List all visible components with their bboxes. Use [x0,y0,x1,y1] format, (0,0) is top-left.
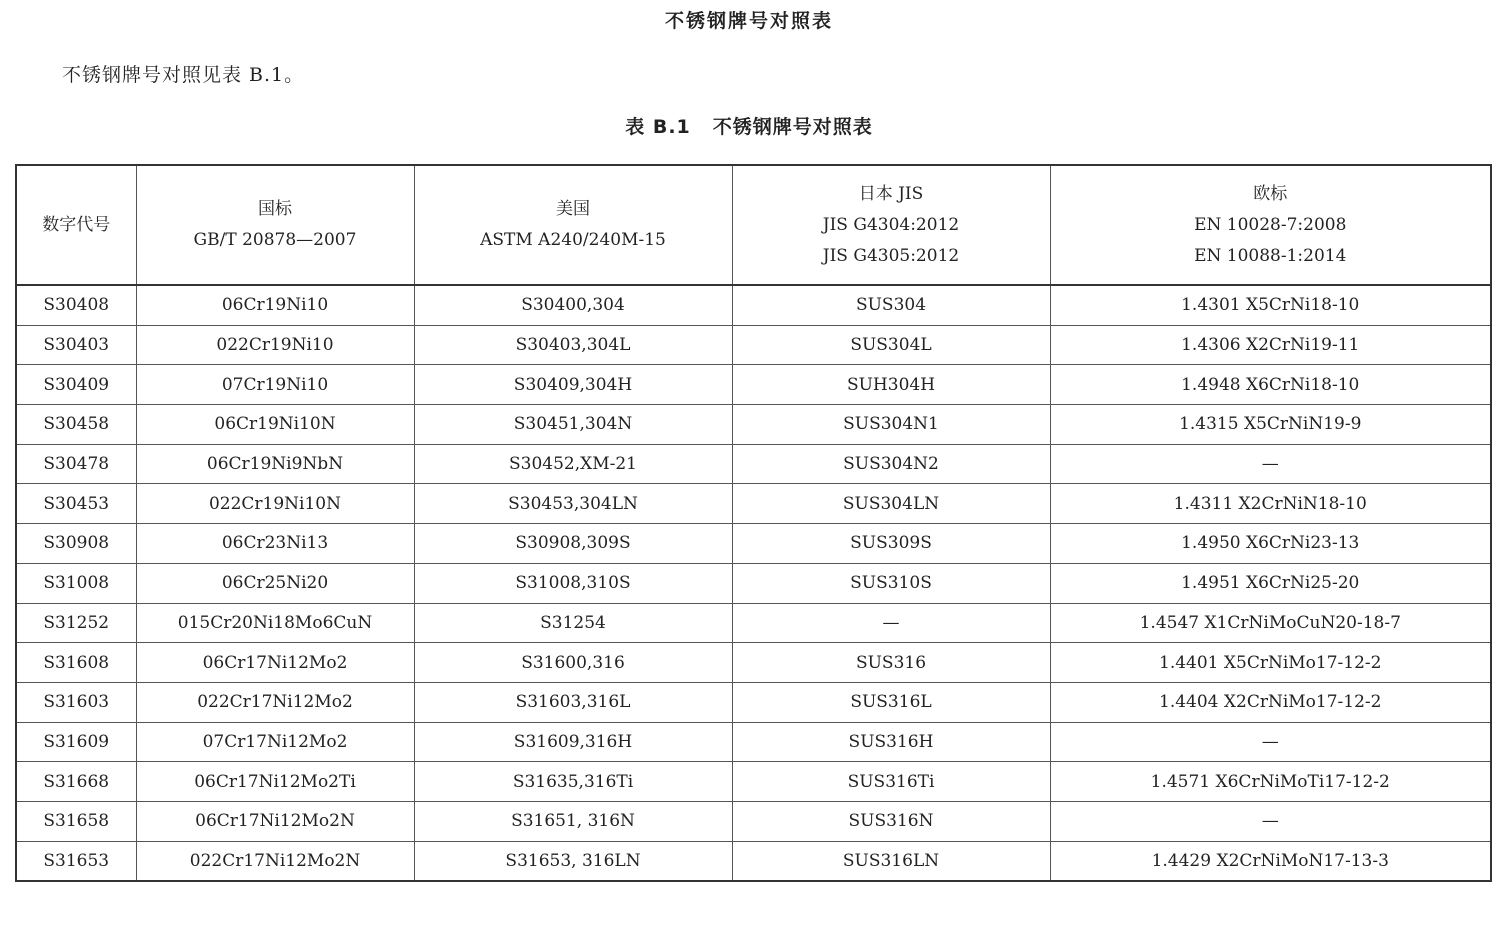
cell-en-grade: 1.4311 X2CrNiN18-10 [1050,484,1491,524]
table-row [16,444,1491,484]
cell-gb-grade: 06Cr19Ni10N [136,405,414,445]
cell-astm-grade: S31609,316H [414,722,732,762]
cell-astm-grade: S31008,310S [414,563,732,603]
cell-astm-grade: S30452,XM-21 [414,444,732,484]
cell-gb-grade: 06Cr25Ni20 [136,563,414,603]
cell-astm-grade: S31600,316 [414,643,732,683]
cell-en-grade: — [1050,722,1491,762]
cell-en-grade: — [1050,444,1491,484]
cell-jis-grade: SUS309S [732,524,1050,564]
cell-astm-grade: S31603,316L [414,682,732,722]
cell-gb-grade: 07Cr17Ni12Mo2 [136,722,414,762]
cell-gb-grade: 022Cr19Ni10N [136,484,414,524]
cell-astm-grade: S31635,316Ti [414,762,732,802]
header-digital-code: 数字代号 [16,165,136,285]
cell-en-grade: 1.4306 X2CrNi19-11 [1050,325,1491,365]
cell-gb-grade: 06Cr17Ni12Mo2 [136,643,414,683]
cell-jis-grade: — [732,603,1050,643]
cell-jis-grade: SUS304N2 [732,444,1050,484]
cell-jis-grade: SUS304 [732,285,1050,325]
cell-astm-grade: S31653, 316LN [414,841,732,881]
cell-jis-grade: SUS310S [732,563,1050,603]
table-row [16,285,1491,325]
cell-jis-grade: SUS316LN [732,841,1050,881]
cell-astm-grade: S30908,309S [414,524,732,564]
cell-jis-grade: SUS304LN [732,484,1050,524]
cell-en-grade: 1.4950 X6CrNi23-13 [1050,524,1491,564]
cell-digital-code: S30403 [16,325,136,365]
cell-gb-grade: 022Cr19Ni10 [136,325,414,365]
cell-digital-code: S31608 [16,643,136,683]
table-caption-number: 表 B.1 [625,116,691,138]
cell-digital-code: S30908 [16,524,136,564]
table-body [16,285,1491,881]
table-row [16,365,1491,405]
cell-astm-grade: S30409,304H [414,365,732,405]
cell-en-grade: 1.4571 X6CrNiMoTi17-12-2 [1050,762,1491,802]
cell-astm-grade: S31254 [414,603,732,643]
cell-digital-code: S31653 [16,841,136,881]
table-row [16,722,1491,762]
cell-gb-grade: 06Cr23Ni13 [136,524,414,564]
cell-jis-grade: SUS304L [732,325,1050,365]
header-en-standard: 欧标 EN 10028-7:2008 EN 10088-1:2014 [1050,165,1491,285]
cell-jis-grade: SUS316H [732,722,1050,762]
table-caption [0,112,1498,139]
cell-en-grade: 1.4547 X1CrNiMoCuN20-18-7 [1050,603,1491,643]
cell-en-grade: 1.4951 X6CrNi25-20 [1050,563,1491,603]
table-row [16,405,1491,445]
table-row [16,603,1491,643]
cell-astm-grade: S30403,304L [414,325,732,365]
cell-en-grade: — [1050,801,1491,841]
cell-jis-grade: SUS316L [732,682,1050,722]
table-row [16,484,1491,524]
header-gb-standard: 国标 GB/T 20878—2007 [136,165,414,285]
cell-en-grade: 1.4429 X2CrNiMoN17-13-3 [1050,841,1491,881]
cell-gb-grade: 06Cr19Ni9NbN [136,444,414,484]
cell-digital-code: S31252 [16,603,136,643]
cell-gb-grade: 06Cr17Ni12Mo2Ti [136,762,414,802]
cell-digital-code: S30458 [16,405,136,445]
cell-gb-grade: 015Cr20Ni18Mo6CuN [136,603,414,643]
cell-digital-code: S30408 [16,285,136,325]
cell-digital-code: S30478 [16,444,136,484]
table-row [16,801,1491,841]
grade-comparison-table [15,164,1492,882]
cell-en-grade: 1.4301 X5CrNi18-10 [1050,285,1491,325]
cell-digital-code: S31609 [16,722,136,762]
cell-en-grade: 1.4401 X5CrNiMo17-12-2 [1050,643,1491,683]
cell-gb-grade: 07Cr19Ni10 [136,365,414,405]
intro-text: 不锈钢牌号对照见表 B.1。 [62,64,305,86]
cell-gb-grade: 06Cr19Ni10 [136,285,414,325]
table-row [16,841,1491,881]
cell-en-grade: 1.4315 X5CrNiN19-9 [1050,405,1491,445]
table-row [16,643,1491,683]
table-row [16,563,1491,603]
cell-jis-grade: SUH304H [732,365,1050,405]
page-title: 不锈钢牌号对照表 [664,10,833,32]
cell-digital-code: S31668 [16,762,136,802]
table-row [16,762,1491,802]
table-caption-text: 不锈钢牌号对照表 [712,116,873,138]
cell-jis-grade: SUS316Ti [732,762,1050,802]
table-header-row [16,165,1491,285]
header-astm-standard: 美国 ASTM A240/240M-15 [414,165,732,285]
cell-digital-code: S30453 [16,484,136,524]
cell-digital-code: S31008 [16,563,136,603]
cell-gb-grade: 022Cr17Ni12Mo2N [136,841,414,881]
cell-jis-grade: SUS304N1 [732,405,1050,445]
cell-gb-grade: 06Cr17Ni12Mo2N [136,801,414,841]
cell-en-grade: 1.4948 X6CrNi18-10 [1050,365,1491,405]
cell-digital-code: S30409 [16,365,136,405]
table-row [16,524,1491,564]
cell-digital-code: S31658 [16,801,136,841]
cell-astm-grade: S30400,304 [414,285,732,325]
cell-astm-grade: S31651, 316N [414,801,732,841]
cell-digital-code: S31603 [16,682,136,722]
cell-jis-grade: SUS316 [732,643,1050,683]
table-row [16,325,1491,365]
header-jis-standard: 日本 JIS JIS G4304:2012 JIS G4305:2012 [732,165,1050,285]
cell-astm-grade: S30451,304N [414,405,732,445]
cell-jis-grade: SUS316N [732,801,1050,841]
table-row [16,682,1491,722]
cell-en-grade: 1.4404 X2CrNiMo17-12-2 [1050,682,1491,722]
cell-astm-grade: S30453,304LN [414,484,732,524]
cell-gb-grade: 022Cr17Ni12Mo2 [136,682,414,722]
